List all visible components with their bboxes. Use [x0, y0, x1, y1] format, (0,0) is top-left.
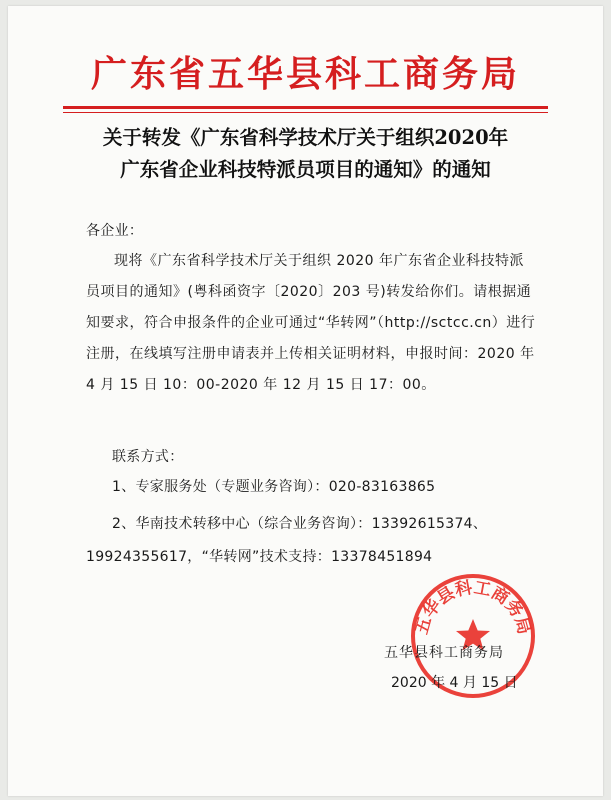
title-line-1: 关于转发《广东省科学技术厅关于组织2020年	[102, 126, 509, 149]
signature-org: 五华县科工商务局	[384, 645, 504, 661]
header-rule-thin	[63, 112, 548, 113]
contact-item-1: 1、专家服务处（专题业务咨询）：020-83163865	[112, 479, 436, 495]
body-paragraph: 现将《广东省科学技术厅关于组织 2020 年广东省企业科技特派员项目的通知》(粤科函资字〔2020〕203 号)转发给你们。请根据通知要求，符合申报条件的企业可通过“华转网”（http://sctcc.cn）进行注册，在线填写注册申请表并上传相关证明材料，申报时间：2020 年 4 月 15 日 10：00-2020 年 12 月 15 日 17：00。	[86, 253, 536, 393]
document-title	[48, 122, 563, 186]
salutation: 各企业：	[86, 223, 144, 239]
title-line-2: 广东省企业科技特派员项目的通知》的通知	[120, 158, 491, 181]
document-page	[8, 6, 603, 796]
document-header-org: 广东省五华县科工商务局	[90, 54, 520, 95]
signature-date: 2020 年 4 月 15 日	[391, 675, 518, 691]
contact-item-2-line-2: 19924355617，“华转网”技术支持：13378451894	[86, 549, 433, 565]
header-rule-thick	[63, 106, 548, 109]
contact-item-2-line-1: 2、华南技术转移中心（综合业务咨询）：13392615374、	[112, 516, 488, 532]
seal-text: 五华县科工商务局	[411, 577, 535, 637]
contact-heading: 联系方式：	[112, 449, 184, 465]
